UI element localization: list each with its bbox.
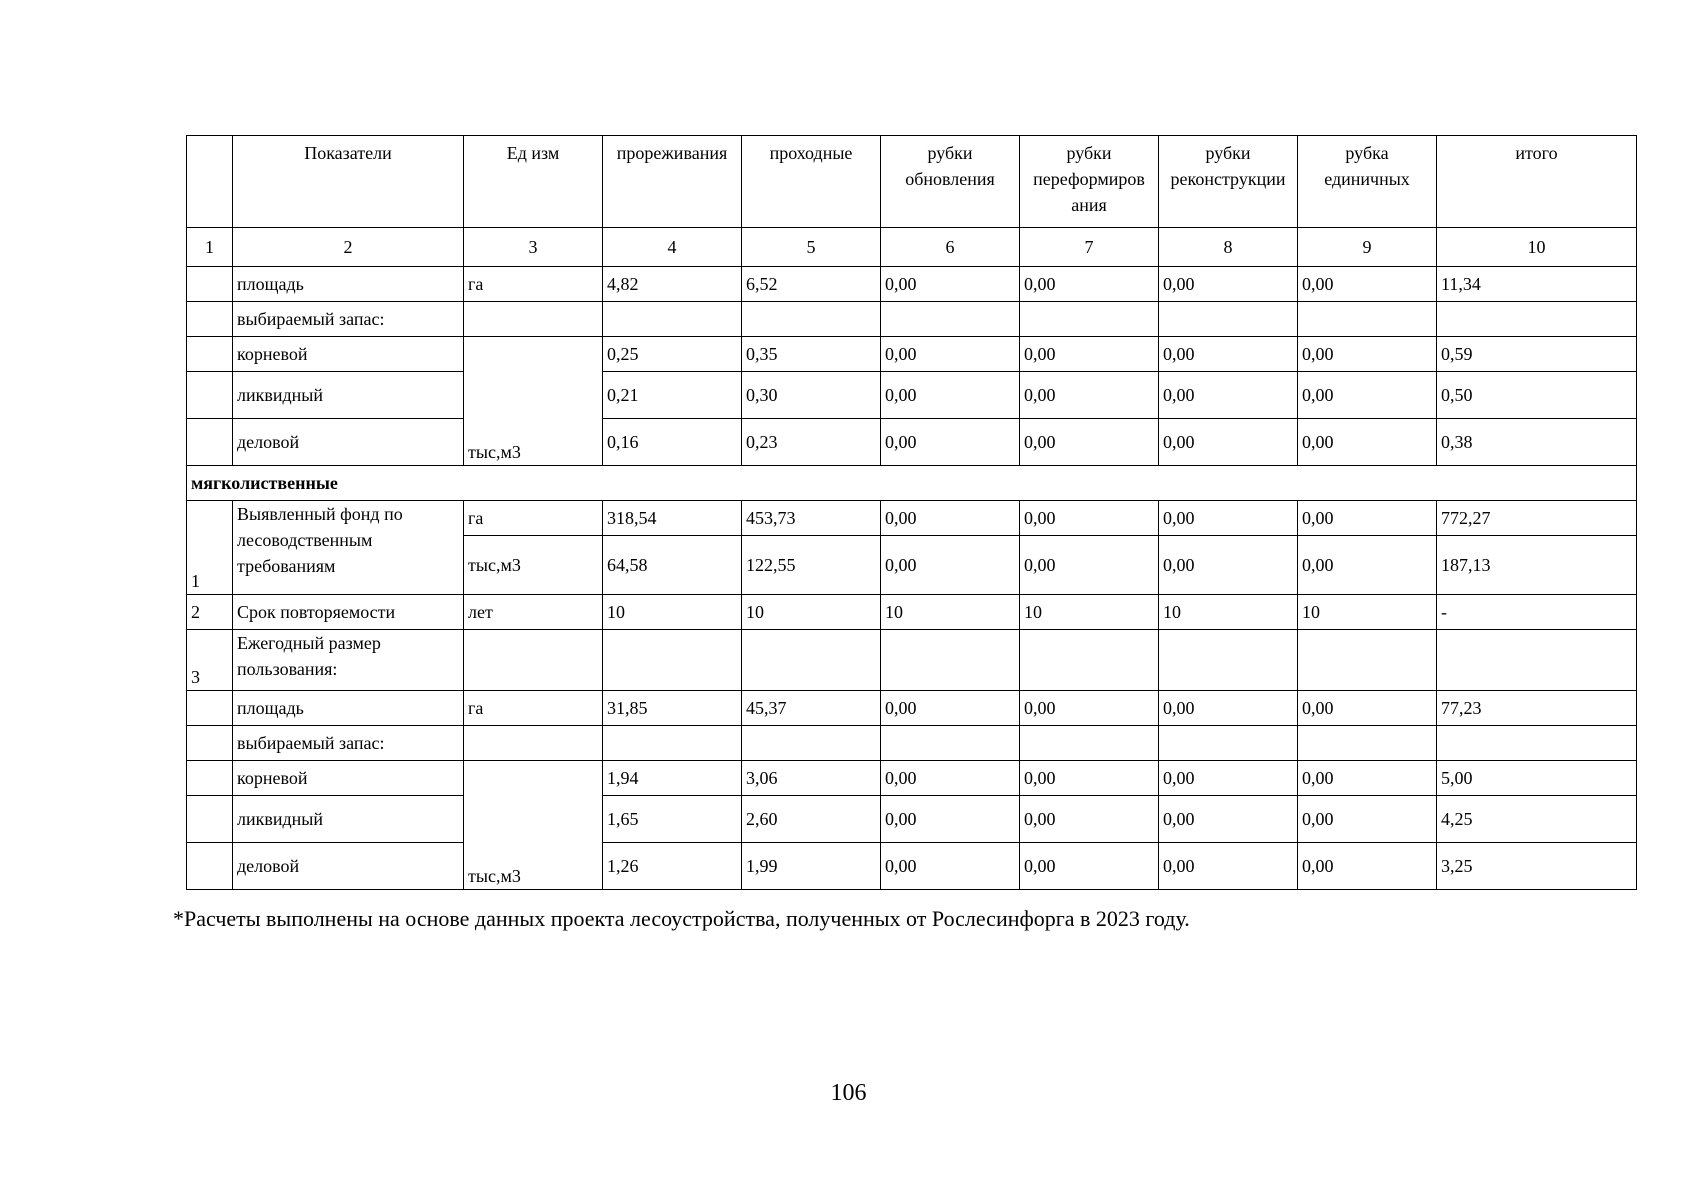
value-cell: 0,00 bbox=[881, 796, 1020, 843]
column-number: 7 bbox=[1020, 228, 1159, 267]
column-number: 6 bbox=[881, 228, 1020, 267]
value-cell bbox=[742, 302, 881, 337]
indicator-line: пользования: bbox=[237, 659, 338, 679]
value-cell: 0,00 bbox=[881, 419, 1020, 466]
value-cell bbox=[1298, 726, 1437, 761]
value-cell: 318,54 bbox=[603, 501, 742, 536]
value-cell: 0,00 bbox=[881, 761, 1020, 796]
value-cell: 0,00 bbox=[1298, 267, 1437, 302]
value-cell: 10 bbox=[1298, 595, 1437, 630]
table-header-row bbox=[187, 136, 1637, 228]
row-number-cell bbox=[187, 337, 233, 372]
value-cell: 0,00 bbox=[1159, 267, 1298, 302]
table-row bbox=[187, 595, 1637, 630]
column-number: 1 bbox=[187, 228, 233, 267]
value-cell bbox=[603, 302, 742, 337]
value-cell: 0,30 bbox=[742, 372, 881, 419]
header-cell: Показатели bbox=[233, 136, 464, 228]
value-cell: 0,00 bbox=[1159, 372, 1298, 419]
value-cell: 0,00 bbox=[1298, 337, 1437, 372]
value-cell bbox=[881, 726, 1020, 761]
row-number-cell bbox=[187, 726, 233, 761]
value-cell: 10 bbox=[881, 595, 1020, 630]
total-cell: - bbox=[1437, 595, 1637, 630]
value-cell: 2,60 bbox=[742, 796, 881, 843]
header-text: ания bbox=[1071, 195, 1107, 215]
column-number: 9 bbox=[1298, 228, 1437, 267]
column-number: 3 bbox=[464, 228, 603, 267]
indicator-cell: ликвидный bbox=[233, 372, 464, 419]
indicator-line: Ежегодный размер bbox=[237, 633, 381, 653]
unit-cell: лет bbox=[464, 595, 603, 630]
value-cell: 0,00 bbox=[881, 691, 1020, 726]
value-cell: 0,00 bbox=[1159, 761, 1298, 796]
value-cell: 3,06 bbox=[742, 761, 881, 796]
total-cell bbox=[1437, 726, 1637, 761]
indicator-cell bbox=[233, 630, 464, 691]
value-cell: 1,99 bbox=[742, 843, 881, 890]
table-row bbox=[187, 761, 1637, 796]
value-cell: 10 bbox=[1159, 595, 1298, 630]
value-cell: 0,00 bbox=[1298, 536, 1437, 595]
value-cell: 4,82 bbox=[603, 267, 742, 302]
header-cell bbox=[1020, 136, 1159, 228]
value-cell: 0,00 bbox=[881, 501, 1020, 536]
indicator-line: лесоводственным bbox=[237, 530, 373, 550]
value-cell: 0,25 bbox=[603, 337, 742, 372]
total-cell: 187,13 bbox=[1437, 536, 1637, 595]
indicator-cell: выбираемый запас: bbox=[233, 302, 464, 337]
value-cell: 453,73 bbox=[742, 501, 881, 536]
header-cell: рубки реконструкции bbox=[1159, 136, 1298, 228]
header-cell: рубки обновления bbox=[881, 136, 1020, 228]
indicator-word: по bbox=[384, 504, 403, 524]
row-number-cell bbox=[187, 372, 233, 419]
value-cell: 0,00 bbox=[1159, 536, 1298, 595]
value-cell: 0,00 bbox=[1159, 843, 1298, 890]
value-cell: 0,00 bbox=[1159, 337, 1298, 372]
value-cell: 0,00 bbox=[881, 267, 1020, 302]
value-cell: 0,00 bbox=[1020, 796, 1159, 843]
table-row bbox=[187, 796, 1637, 843]
row-number-cell bbox=[187, 302, 233, 337]
value-cell: 0,00 bbox=[1298, 501, 1437, 536]
value-cell: 0,00 bbox=[881, 372, 1020, 419]
indicator-cell: площадь bbox=[233, 267, 464, 302]
header-text: переформиров bbox=[1033, 169, 1145, 189]
column-number: 5 bbox=[742, 228, 881, 267]
header-cell: итого bbox=[1437, 136, 1637, 228]
unit-cell: га bbox=[464, 501, 603, 536]
indicator-cell: деловой bbox=[233, 419, 464, 466]
column-number: 8 bbox=[1159, 228, 1298, 267]
group-title: мягколиственные bbox=[187, 466, 1637, 501]
total-cell: 0,38 bbox=[1437, 419, 1637, 466]
value-cell: 0,00 bbox=[1298, 691, 1437, 726]
value-cell: 0,00 bbox=[881, 536, 1020, 595]
value-cell: 1,26 bbox=[603, 843, 742, 890]
column-number: 10 bbox=[1437, 228, 1637, 267]
value-cell: 0,00 bbox=[1020, 267, 1159, 302]
value-cell: 0,00 bbox=[1020, 843, 1159, 890]
total-cell bbox=[1437, 630, 1637, 691]
value-cell bbox=[1020, 630, 1159, 691]
value-cell bbox=[1159, 726, 1298, 761]
value-cell: 64,58 bbox=[603, 536, 742, 595]
value-cell bbox=[1298, 302, 1437, 337]
value-cell bbox=[742, 726, 881, 761]
value-cell: 122,55 bbox=[742, 536, 881, 595]
row-number-cell: 1 bbox=[187, 501, 233, 595]
value-cell: 0,00 bbox=[1298, 419, 1437, 466]
value-cell bbox=[1020, 726, 1159, 761]
value-cell: 10 bbox=[603, 595, 742, 630]
table-row bbox=[187, 302, 1637, 337]
table-row bbox=[187, 630, 1637, 691]
unit-cell: тыс,м3 bbox=[464, 337, 603, 466]
row-number-cell bbox=[187, 761, 233, 796]
total-cell bbox=[1437, 302, 1637, 337]
header-cell: рубка единичных bbox=[1298, 136, 1437, 228]
column-number: 2 bbox=[233, 228, 464, 267]
value-cell: 0,00 bbox=[1020, 337, 1159, 372]
column-number: 4 bbox=[603, 228, 742, 267]
row-number-cell bbox=[187, 691, 233, 726]
table-row bbox=[187, 691, 1637, 726]
value-cell: 0,00 bbox=[1298, 843, 1437, 890]
table-row bbox=[187, 419, 1637, 466]
total-cell: 4,25 bbox=[1437, 796, 1637, 843]
group-row bbox=[187, 466, 1637, 501]
value-cell: 0,35 bbox=[742, 337, 881, 372]
value-cell: 0,00 bbox=[1298, 761, 1437, 796]
page-number: 106 bbox=[830, 1080, 867, 1106]
unit-cell: тыс,м3 bbox=[464, 761, 603, 890]
table-row bbox=[187, 843, 1637, 890]
indicator-cell: корневой bbox=[233, 337, 464, 372]
total-cell: 0,59 bbox=[1437, 337, 1637, 372]
unit-cell bbox=[464, 630, 603, 691]
value-cell: 45,37 bbox=[742, 691, 881, 726]
value-cell bbox=[1159, 302, 1298, 337]
value-cell bbox=[881, 302, 1020, 337]
indicator-cell: ликвидный bbox=[233, 796, 464, 843]
row-number-cell: 2 bbox=[187, 595, 233, 630]
row-number-cell bbox=[187, 843, 233, 890]
total-cell: 3,25 bbox=[1437, 843, 1637, 890]
indicator-cell: деловой bbox=[233, 843, 464, 890]
indicator-cell: Срок повторяемости bbox=[233, 595, 464, 630]
indicator-cell: выбираемый запас: bbox=[233, 726, 464, 761]
value-cell: 1,94 bbox=[603, 761, 742, 796]
value-cell bbox=[742, 630, 881, 691]
value-cell: 0,00 bbox=[881, 843, 1020, 890]
indicator-cell: площадь bbox=[233, 691, 464, 726]
total-cell: 77,23 bbox=[1437, 691, 1637, 726]
value-cell: 31,85 bbox=[603, 691, 742, 726]
table-row bbox=[187, 337, 1637, 372]
header-text: рубки bbox=[1066, 143, 1112, 163]
value-cell: 0,00 bbox=[1298, 796, 1437, 843]
header-cell: Ед изм bbox=[464, 136, 603, 228]
value-cell bbox=[1020, 302, 1159, 337]
total-cell: 0,50 bbox=[1437, 372, 1637, 419]
indicator-word: Выявленный bbox=[237, 504, 336, 524]
total-cell: 5,00 bbox=[1437, 761, 1637, 796]
table-row bbox=[187, 501, 1637, 536]
unit-cell: тыс,м3 bbox=[464, 536, 603, 595]
indicator-line bbox=[237, 501, 459, 527]
value-cell bbox=[881, 630, 1020, 691]
value-cell: 0,00 bbox=[1020, 419, 1159, 466]
table-row bbox=[187, 726, 1637, 761]
header-cell: проходные bbox=[742, 136, 881, 228]
value-cell: 0,00 bbox=[1020, 761, 1159, 796]
row-number-cell bbox=[187, 419, 233, 466]
header-cell bbox=[187, 136, 233, 228]
table-row bbox=[187, 267, 1637, 302]
value-cell: 0,00 bbox=[1298, 372, 1437, 419]
unit-cell: га bbox=[464, 267, 603, 302]
row-number-cell bbox=[187, 267, 233, 302]
value-cell: 6,52 bbox=[742, 267, 881, 302]
value-cell bbox=[1159, 630, 1298, 691]
value-cell: 0,21 bbox=[603, 372, 742, 419]
value-cell: 0,23 bbox=[742, 419, 881, 466]
unit-cell bbox=[464, 302, 603, 337]
value-cell: 0,16 bbox=[603, 419, 742, 466]
indicator-line: требованиям bbox=[237, 556, 336, 576]
value-cell bbox=[603, 726, 742, 761]
table-row bbox=[187, 372, 1637, 419]
header-cell: прореживания bbox=[603, 136, 742, 228]
forest-use-table bbox=[186, 135, 1637, 890]
value-cell: 0,00 bbox=[881, 337, 1020, 372]
value-cell: 0,00 bbox=[1159, 691, 1298, 726]
unit-cell: га bbox=[464, 691, 603, 726]
value-cell: 1,65 bbox=[603, 796, 742, 843]
column-number-row bbox=[187, 228, 1637, 267]
row-number-cell bbox=[187, 796, 233, 843]
row-number-cell: 3 bbox=[187, 630, 233, 691]
indicator-cell bbox=[233, 501, 464, 595]
indicator-word: фонд bbox=[340, 504, 380, 524]
value-cell: 0,00 bbox=[1020, 501, 1159, 536]
value-cell bbox=[603, 630, 742, 691]
indicator-cell: корневой bbox=[233, 761, 464, 796]
footnote: *Расчеты выполнены на основе данных проекта лесоустройства, полученных от Рослесинфорга в 2023 году. bbox=[173, 906, 1190, 931]
value-cell: 10 bbox=[742, 595, 881, 630]
value-cell: 0,00 bbox=[1159, 796, 1298, 843]
value-cell: 0,00 bbox=[1020, 536, 1159, 595]
value-cell: 0,00 bbox=[1020, 691, 1159, 726]
value-cell: 10 bbox=[1020, 595, 1159, 630]
value-cell: 0,00 bbox=[1159, 501, 1298, 536]
total-cell: 11,34 bbox=[1437, 267, 1637, 302]
value-cell: 0,00 bbox=[1020, 372, 1159, 419]
unit-cell bbox=[464, 726, 603, 761]
total-cell: 772,27 bbox=[1437, 501, 1637, 536]
value-cell bbox=[1298, 630, 1437, 691]
value-cell: 0,00 bbox=[1159, 419, 1298, 466]
